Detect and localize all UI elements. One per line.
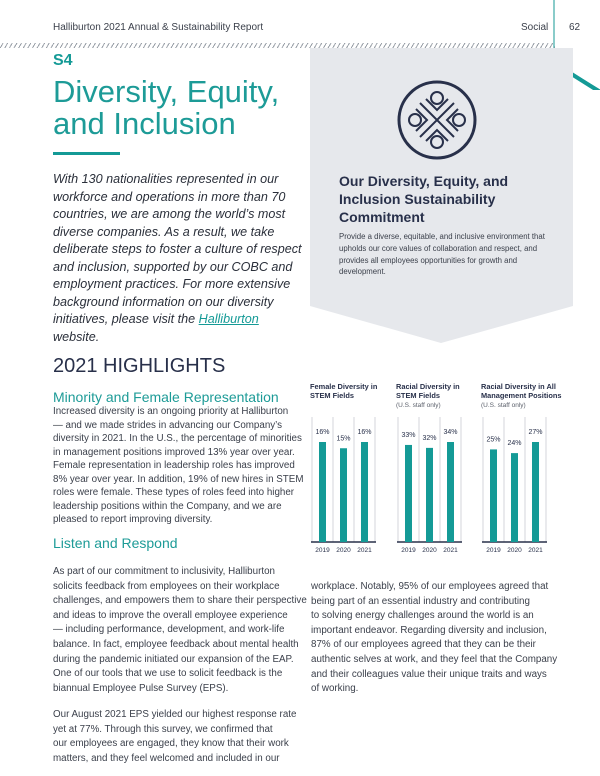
- bar-value-label: 34%: [443, 429, 458, 436]
- text-line: — including performance, development, and work-life: [53, 624, 285, 636]
- listen-paragraph-2: [53, 708, 296, 766]
- text-line: in management positions improved 13% year over year.: [53, 446, 295, 458]
- chart-bar: [405, 445, 412, 542]
- halliburton-link[interactable]: Halliburton: [198, 312, 259, 326]
- year-tick-label: 2020: [422, 547, 437, 554]
- text-line: Female representation in leadership roles has improved: [53, 460, 295, 471]
- text-line: pleased to report improving diversity.: [53, 514, 213, 525]
- text-line: roles were female. These types of roles feed into higher: [53, 487, 295, 498]
- text-line: workplace. Notably, 95% of our employees agreed that: [311, 581, 549, 592]
- intro-text: With 130 nationalities represented in our workforce and operations in more than 70 countries, we are among the world’s most diverse companies. As a result, we take deliberate steps to foster a culture of respect and inclusion, supported by our COBC and employment practices. For more extensive background information on our diversity initiatives, please visit the: [53, 172, 302, 326]
- year-tick-label: 2020: [336, 547, 351, 554]
- bar-value-label: 16%: [315, 429, 330, 436]
- commitment-title: Our Diversity, Equity, and Inclusion Sustainability Commitment: [339, 173, 509, 225]
- chart-bar: [426, 448, 433, 542]
- listen-heading: Listen and Respond: [53, 535, 178, 551]
- text-line: being part of an essential industry and contributing: [311, 595, 530, 607]
- intro-text-end: website.: [53, 329, 100, 344]
- chart-title: Racial Diversity in STEM Fields: [396, 382, 460, 400]
- hatch-divider: [0, 43, 555, 48]
- chart-bar: [532, 442, 539, 542]
- report-title: Halliburton 2021 Annual & Sustainability Report: [53, 22, 264, 33]
- chart-title: Racial Diversity in All Management Positions: [481, 382, 562, 400]
- page-title: [53, 76, 279, 140]
- text-line: of working.: [311, 683, 359, 695]
- text-line: As part of our commitment to inclusivity, Halliburton: [53, 566, 275, 577]
- text-line: — and we made strides in advancing our Company’s: [53, 419, 283, 431]
- text-line: solicits feedback from employees on their workplace: [53, 580, 280, 592]
- listen-paragraph-1: [53, 565, 307, 696]
- chart-subtitle: (U.S. staff only): [396, 402, 441, 409]
- text-line: leadership positions within the Company, and we are: [53, 500, 282, 512]
- chart-bar: [340, 448, 347, 542]
- chart-bar: [361, 442, 368, 542]
- text-line: our employees are engaged, they know that their work: [53, 738, 289, 750]
- diversity-emblem-icon: [396, 79, 478, 161]
- text-line: during the pandemic initiated our expansion of the EAP.: [53, 653, 294, 665]
- text-line: challenges, and empowers them to share their perspective: [53, 595, 307, 607]
- text-line: biannual Employee Pulse Survey (EPS).: [53, 682, 229, 694]
- bar-value-label: 15%: [336, 435, 351, 443]
- year-tick-label: 2019: [401, 547, 416, 554]
- title-rule: [53, 152, 120, 155]
- intro-paragraph: [53, 171, 308, 346]
- year-tick-label: 2021: [528, 547, 543, 554]
- chart-title: Female Diversity in STEM Fields: [310, 382, 378, 400]
- bar-value-label: 25%: [486, 436, 501, 444]
- year-tick-label: 2021: [443, 547, 458, 554]
- listen-paragraph-3: [311, 580, 557, 697]
- highlights-heading: 2021 HIGHLIGHTS: [53, 355, 226, 377]
- text-line: matters, and they feel welcomed and included in our: [53, 752, 280, 764]
- minority-paragraph: [53, 405, 304, 527]
- chart-subtitle: (U.S. staff only): [481, 402, 526, 409]
- section-label: Social: [521, 22, 549, 33]
- minority-heading: Minority and Female Representation: [53, 389, 279, 405]
- title-line: and Inclusion: [53, 106, 236, 141]
- text-line: 8% year over year. In addition, 19% of new hires in STEM: [53, 473, 304, 485]
- bar-value-label: 32%: [422, 434, 437, 442]
- bar-value-label: 33%: [401, 431, 416, 439]
- year-tick-label: 2019: [315, 547, 330, 554]
- year-tick-label: 2021: [357, 547, 372, 554]
- text-line: important endeavor. Regarding diversity and inclusion,: [311, 624, 547, 636]
- text-line: authentic selves at work, and they feel that the Company: [311, 653, 558, 665]
- year-tick-label: 2020: [507, 547, 522, 554]
- text-line: Our August 2021 EPS yielded our highest response rate: [53, 709, 297, 720]
- text-line: 87% of our employees agreed that they can be their: [311, 639, 536, 651]
- bar-value-label: 24%: [507, 440, 522, 448]
- title-line: Diversity, Equity,: [53, 74, 280, 109]
- text-line: Increased diversity is an ongoing priority at Halliburton: [53, 406, 289, 417]
- text-line: and their colleagues value their unique traits and ways: [311, 668, 547, 680]
- text-line: yet at 77%. Through this survey, we confirmed that: [53, 723, 273, 735]
- text-line: diversity in 2021. In the U.S., the percentage of minorities: [53, 433, 302, 444]
- year-tick-label: 2019: [486, 547, 501, 554]
- page-number: 62: [569, 22, 581, 33]
- commitment-body: Provide a diverse, equitable, and inclusive environment that upholds our core values of collaboration and respect, and provides all employees opportunities for growth and development.: [339, 232, 545, 277]
- text-line: and ideas to improve the overall employee experience: [53, 609, 288, 621]
- chart-bar: [511, 453, 518, 542]
- bar-value-label: 27%: [528, 429, 543, 436]
- bar-value-label: 16%: [357, 429, 372, 436]
- chart-bar: [319, 442, 326, 542]
- text-line: One of our tools that we use to solicit feedback is the: [53, 668, 283, 680]
- chart-bar: [490, 449, 497, 542]
- diversity-charts: [300, 380, 600, 555]
- chart-bar: [447, 442, 454, 542]
- text-line: balance. In fact, employee feedback about mental health: [53, 638, 299, 650]
- section-code: S4: [53, 52, 73, 69]
- text-line: to solving energy challenges around the world is an: [311, 610, 534, 622]
